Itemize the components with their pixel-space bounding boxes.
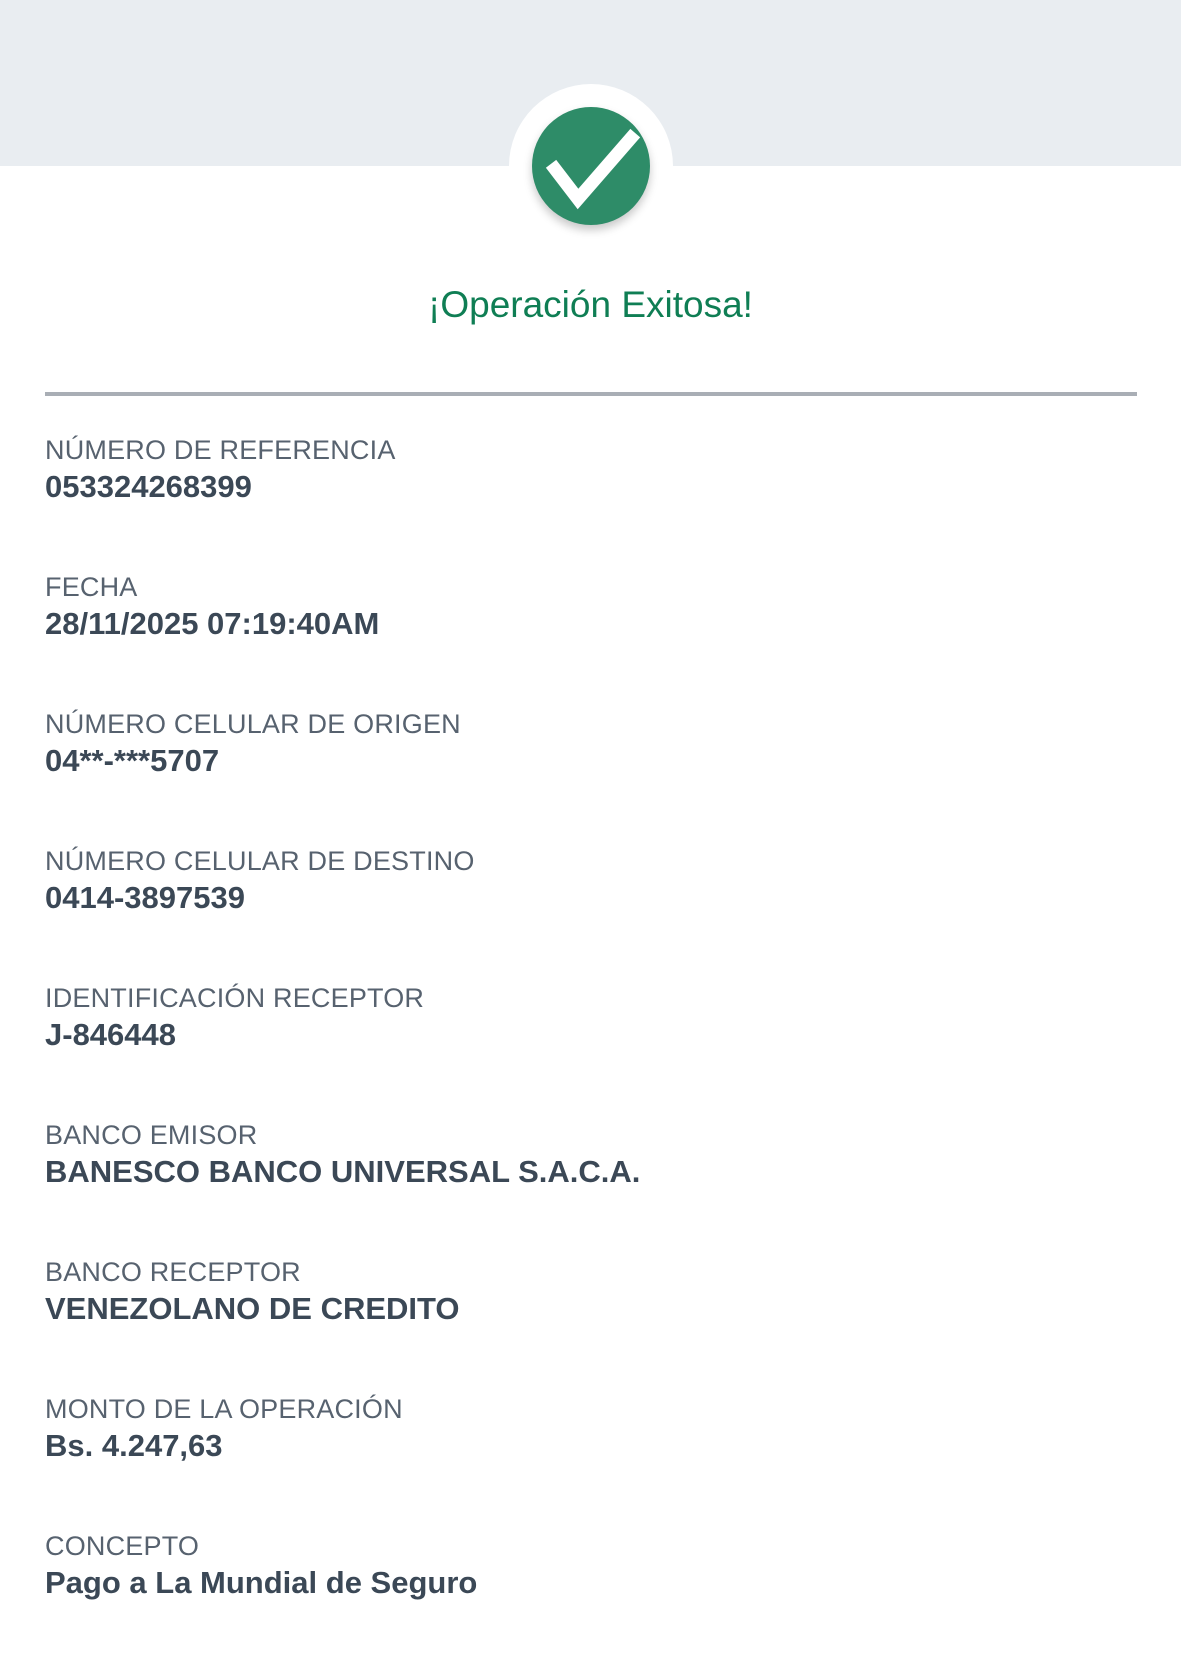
field-value: 04**-***5707: [45, 743, 220, 778]
field-value: 053324268399: [45, 469, 252, 504]
field-issuing-bank: [45, 1118, 1136, 1192]
field-label: MONTO DE LA OPERACIÓN: [45, 1394, 403, 1424]
field-value: 28/11/2025 07:19:40AM: [45, 606, 380, 641]
divider-line: [45, 392, 1137, 396]
receipt-fields: [45, 433, 1136, 1655]
field-value: 0414-3897539: [45, 880, 245, 915]
success-circle: [532, 107, 650, 225]
field-label: NÚMERO DE REFERENCIA: [45, 435, 396, 465]
success-badge: [509, 84, 673, 248]
field-receiving-bank: [45, 1255, 1136, 1329]
field-concept: [45, 1529, 1136, 1603]
field-receiver-id: [45, 981, 1136, 1055]
field-label: CONCEPTO: [45, 1531, 200, 1561]
field-amount: [45, 1392, 1136, 1466]
field-origin-phone: [45, 707, 1136, 781]
field-label: NÚMERO CELULAR DE DESTINO: [45, 846, 475, 876]
field-label: NÚMERO CELULAR DE ORIGEN: [45, 709, 461, 739]
checkmark-icon: [532, 107, 650, 225]
field-value: VENEZOLANO DE CREDITO: [45, 1291, 460, 1326]
field-label: IDENTIFICACIÓN RECEPTOR: [45, 983, 425, 1013]
field-label: BANCO EMISOR: [45, 1120, 258, 1150]
field-date: [45, 570, 1136, 644]
page-title: ¡Operación Exitosa!: [428, 284, 753, 325]
field-value: Pago a La Mundial de Seguro: [45, 1565, 478, 1600]
field-value: BANESCO BANCO UNIVERSAL S.A.C.A.: [45, 1154, 641, 1189]
field-value: J-846448: [45, 1017, 177, 1052]
field-value: Bs. 4.247,63: [45, 1428, 223, 1463]
field-reference-number: [45, 433, 1136, 507]
field-label: FECHA: [45, 572, 138, 602]
field-label: BANCO RECEPTOR: [45, 1257, 301, 1287]
field-destination-phone: [45, 844, 1136, 918]
